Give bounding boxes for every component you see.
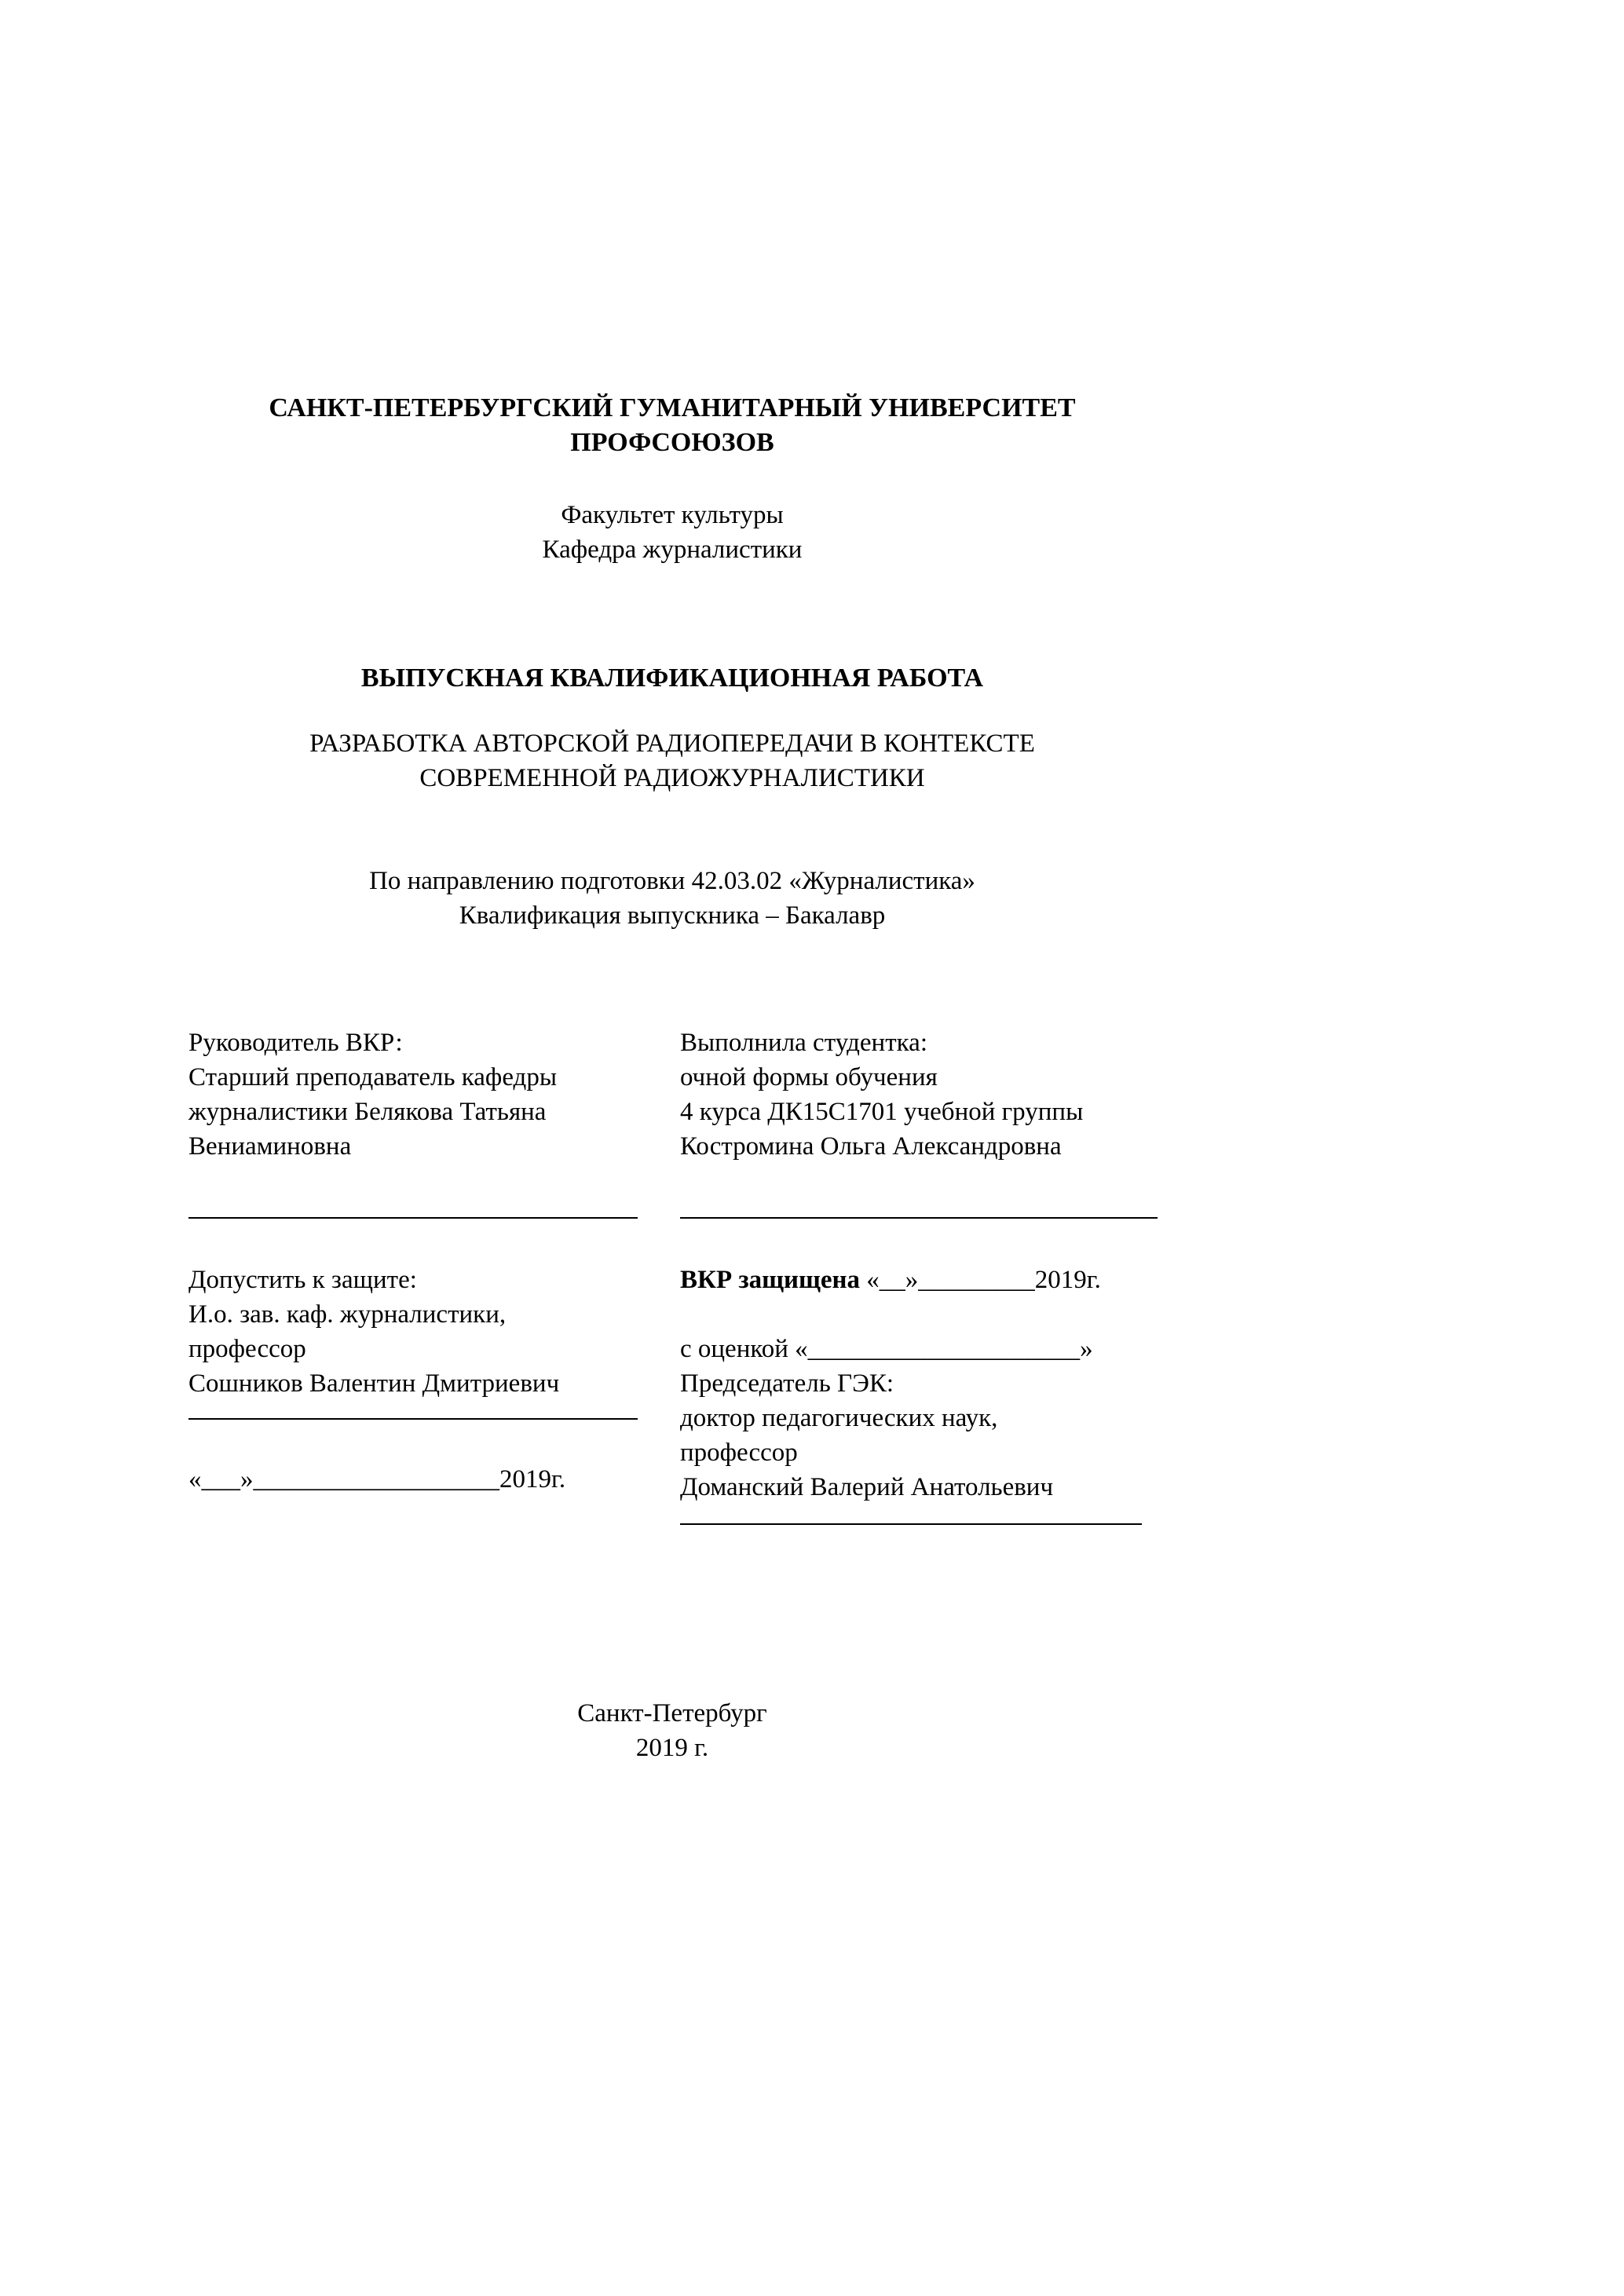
footer-block bbox=[0, 1696, 1344, 1765]
student-line3: Костромина Ольга Александровна bbox=[680, 1132, 1062, 1161]
supervisor-line1: Старший преподаватель кафедры bbox=[188, 1063, 557, 1091]
faculty-name: Факультет культуры bbox=[561, 501, 784, 529]
study-direction: По направлению подготовки 42.03.02 «Журналистика» bbox=[369, 867, 975, 895]
university-name-line2: ПРОФСОЮЗОВ bbox=[570, 428, 774, 457]
defense-status-bold: ВКР защищена bbox=[680, 1266, 861, 1294]
chair-line3: Доманский Валерий Анатольевич bbox=[680, 1473, 1054, 1501]
supervisor-signature-line bbox=[188, 1217, 638, 1219]
chair-heading: Председатель ГЭК: bbox=[680, 1369, 894, 1398]
supervisor-block bbox=[188, 1026, 644, 1164]
student-line2: 4 курса ДК15С1701 учебной группы bbox=[680, 1098, 1084, 1126]
admission-line1: И.о. зав. каф. журналистики, bbox=[188, 1300, 507, 1329]
supervisor-heading: Руководитель ВКР: bbox=[188, 1029, 403, 1057]
topic-line2: СОВРЕМЕННОЙ РАДИОЖУРНАЛИСТИКИ bbox=[419, 764, 925, 792]
defense-status-date: «__»_________2019г. bbox=[860, 1266, 1101, 1294]
department-name: Кафедра журналистики bbox=[542, 536, 803, 564]
defense-status bbox=[680, 1263, 1183, 1297]
chair-line1: доктор педагогических наук, bbox=[680, 1404, 998, 1432]
admission-block bbox=[188, 1263, 644, 1401]
direction-block bbox=[0, 864, 1344, 933]
admission-heading: Допустить к защите: bbox=[188, 1266, 417, 1294]
topic-line1: РАЗРАБОТКА АВТОРСКОЙ РАДИОПЕРЕДАЧИ В КОНТЕКСТЕ bbox=[309, 729, 1035, 758]
university-name bbox=[0, 391, 1344, 460]
admission-date-text: «___»___________________2019г. bbox=[188, 1465, 566, 1493]
admission-line3: Сошников Валентин Дмитриевич bbox=[188, 1369, 560, 1398]
supervisor-line2: журналистики Белякова Татьяна bbox=[188, 1098, 547, 1126]
chair-line2: профессор bbox=[680, 1439, 798, 1467]
work-type: ВЫПУСКНАЯ КВАЛИФИКАЦИОННАЯ РАБОТА bbox=[360, 664, 984, 693]
student-line1: очной формы обучения bbox=[680, 1063, 938, 1091]
supervisor-line3: Вениаминовна bbox=[188, 1132, 352, 1161]
graduate-qualification: Квалификация выпускника – Бакалавр bbox=[459, 901, 886, 930]
footer-city: Санкт-Петербург bbox=[577, 1699, 767, 1727]
work-topic bbox=[0, 726, 1344, 795]
university-name-line1: САНКТ-ПЕТЕРБУРГСКИЙ ГУМАНИТАРНЫЙ УНИВЕРСИТЕТ bbox=[269, 393, 1076, 422]
faculty-block bbox=[0, 498, 1344, 567]
student-signature-line bbox=[680, 1217, 1158, 1219]
defense-spacer bbox=[680, 1297, 1183, 1332]
admission-date bbox=[188, 1462, 644, 1497]
student-heading: Выполнила студентка: bbox=[680, 1029, 927, 1057]
footer-year: 2019 г. bbox=[635, 1734, 709, 1762]
defense-block bbox=[680, 1263, 1183, 1504]
chair-signature-line bbox=[680, 1523, 1142, 1525]
admission-signature-line bbox=[188, 1418, 638, 1420]
defense-grade: с оценкой «_____________________» bbox=[680, 1335, 1093, 1363]
admission-line2: профессор bbox=[188, 1335, 306, 1363]
student-block bbox=[680, 1026, 1183, 1164]
work-type-heading bbox=[0, 661, 1344, 696]
